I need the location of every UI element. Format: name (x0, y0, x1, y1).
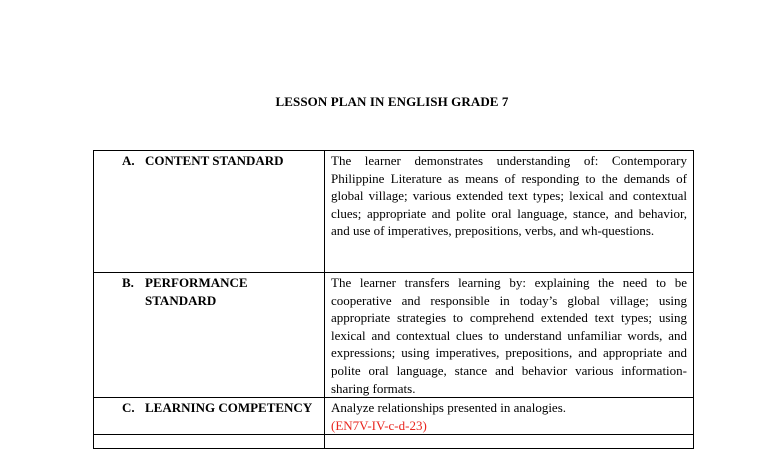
table-row-performance-standard (94, 273, 694, 398)
performance-standard-description: The learner transfers learning by: explaining the need to be cooperative and responsible in today’s global village; using appropriate strategies to comprehend extended text types; using lexical and contextual clues to understand unfamiliar words, and expressions; using imperatives, prepositions, and appropriate and polite oral language, stance and behavior various information-sharing formats. (325, 273, 694, 398)
document-title: LESSON PLAN IN ENGLISH GRADE 7 (275, 94, 509, 109)
next-row-description-cell (325, 435, 694, 449)
competency-code: (EN7V-IV-c-d-23) (331, 417, 427, 433)
content-standard-description: The learner demonstrates understanding of: Contemporary Philippine Literature as means of responding to the demands of global village; various extended text types; lexical and contextual clues; appropriate and polite oral language, stance, and behavior, and use of imperatives, prepositions, verbs, and wh-questions. (325, 151, 694, 273)
performance-standard-label-cell (94, 273, 325, 398)
row-letter: C. (122, 400, 135, 416)
learning-competency-description: Analyze relationships presented in analogies. (331, 400, 567, 416)
row-letter: A. (122, 153, 135, 168)
content-standard-label-cell (94, 151, 325, 273)
learning-competency-label-cell (94, 398, 325, 435)
row-letter: B. (122, 275, 134, 290)
table-row-learning-competency (94, 398, 694, 435)
lesson-plan-table (93, 150, 694, 449)
table-row-next (94, 435, 694, 449)
performance-standard-label: PERFORMANCE STANDARD (145, 275, 248, 308)
content-standard-label: CONTENT STANDARD (145, 153, 284, 168)
table-row-content-standard (94, 151, 694, 273)
next-row-label-cell (94, 435, 325, 449)
learning-competency-label: LEARNING COMPETENCY (145, 400, 313, 416)
learning-competency-cell (325, 398, 694, 435)
